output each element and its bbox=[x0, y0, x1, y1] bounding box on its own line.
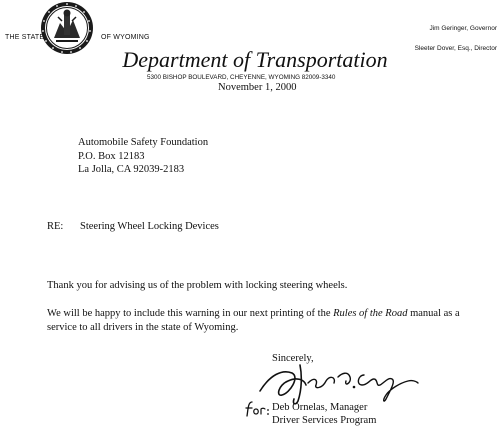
paragraph-1: Thank you for advising us of the problem with locking steering wheels. bbox=[47, 280, 348, 291]
paragraph-2-end: manual as a service to all drivers in the state of Wyoming. bbox=[47, 308, 460, 333]
recipient-line-1: Automobile Safety Foundation bbox=[78, 137, 209, 148]
for-initials-mark bbox=[244, 400, 270, 418]
re-label: RE: bbox=[47, 221, 64, 232]
paragraph-2 bbox=[47, 307, 477, 335]
paragraph-2-start: We will be happy to include this warning in our next printing of the bbox=[47, 308, 334, 319]
signer-name: Deb Ornelas, Manager bbox=[272, 402, 368, 413]
signer-block bbox=[272, 401, 376, 427]
department-title: Department of Transportation bbox=[122, 47, 388, 72]
recipient-line-3: La Jolla, CA 92039-2183 bbox=[78, 164, 185, 175]
recipient-line-2: P.O. Box 12183 bbox=[78, 150, 145, 162]
governor-line: Jim Geringer, Governor bbox=[429, 25, 497, 32]
signer-title: Driver Services Program bbox=[272, 415, 377, 426]
book-title: Rules of the Road bbox=[333, 308, 408, 319]
closing: Sincerely, bbox=[272, 353, 314, 364]
director-line: Sleeter Dover, Esq., Director bbox=[414, 45, 497, 52]
state-label-right: OF WYOMING bbox=[101, 34, 150, 41]
state-label-left: THE STATE bbox=[5, 34, 45, 41]
state-seal-icon bbox=[40, 1, 94, 55]
letter-date: November 1, 2000 bbox=[218, 82, 297, 93]
re-subject: Steering Wheel Locking Devices bbox=[80, 221, 219, 232]
signature-mark bbox=[252, 355, 424, 407]
recipient-address bbox=[78, 136, 208, 177]
department-address: 5300 BISHOP BOULEVARD, CHEYENNE, WYOMING 82009-3340 bbox=[147, 74, 336, 81]
